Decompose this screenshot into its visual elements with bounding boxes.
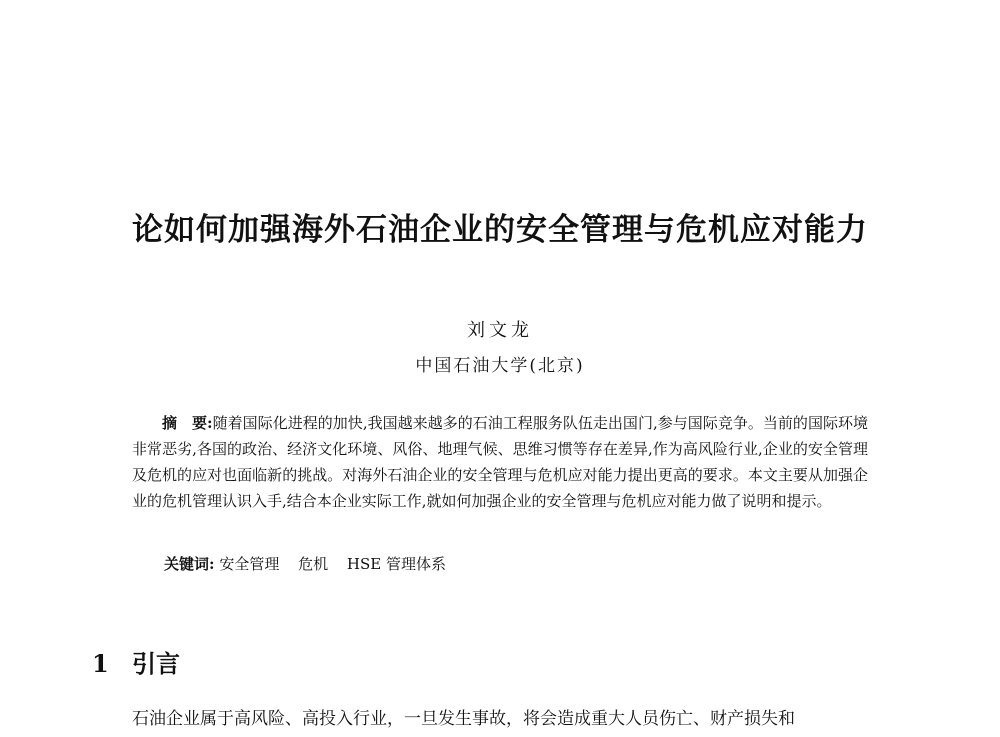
section-title: 引言 bbox=[132, 649, 180, 678]
section-heading bbox=[92, 644, 180, 679]
keyword-item: 危机 bbox=[298, 555, 329, 573]
section-number: 1 bbox=[92, 649, 109, 678]
abstract-label: 摘 要: bbox=[162, 414, 213, 432]
keywords bbox=[164, 551, 460, 577]
abstract-text: 随着国际化进程的加快,我国越来越多的石油工程服务队伍走出国门,参与国际竞争。当前的国际环境非常恶劣,各国的政治、经济文化环境、风俗、地理气候、思维习惯等存在差异,作为高风险行业,企业的安全管理及危机的应对也面临新的挑战。对海外石油企业的安全管理与危机应对能力提出更高的要求。本文主要从加强企业的危机管理认识入手,结合本企业实际工作,就如何加强企业的安全管理与危机应对能力做了说明和提示。 bbox=[132, 414, 868, 510]
author-affiliation: 中国石油大学(北京) bbox=[415, 356, 585, 376]
paper-title: 论如何加强海外石油企业的安全管理与危机应对能力 bbox=[132, 212, 868, 248]
author-name: 刘文龙 bbox=[467, 320, 533, 341]
body-paragraph: 石油企业属于高风险、高投入行业，一旦发生事故，将会造成重大人员伤亡、财产损失和 bbox=[132, 709, 795, 729]
keywords-label: 关键词: bbox=[164, 555, 215, 573]
keyword-item: HSE 管理体系 bbox=[346, 555, 446, 573]
abstract bbox=[132, 410, 868, 514]
keyword-item: 安全管理 bbox=[219, 555, 280, 573]
